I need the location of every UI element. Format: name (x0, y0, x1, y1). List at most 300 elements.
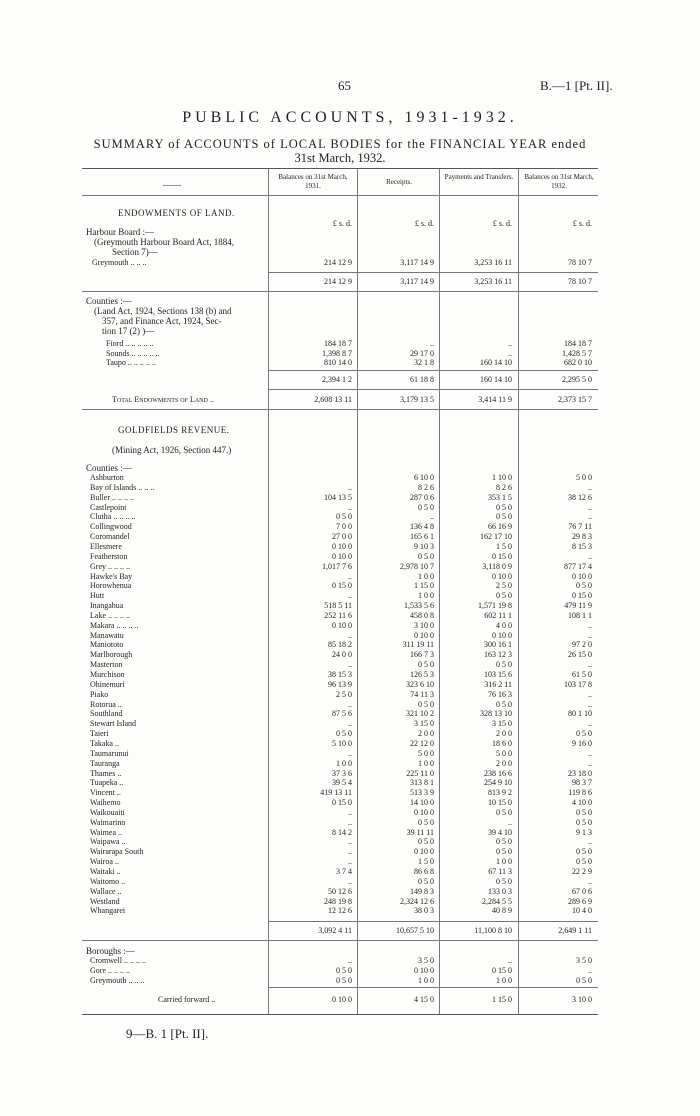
cell-c2: 6 10 0 (414, 473, 434, 482)
cell-c3: 162 17 10 (480, 532, 512, 542)
cell-c1: .. (348, 748, 352, 758)
grand-total-row (82, 395, 598, 404)
cell-c2: 32 1 8 (414, 358, 434, 367)
row-name: Featherston (90, 551, 128, 561)
subtitle-line-2: 31st March, 1932. (294, 151, 386, 165)
column-header-receipts: Receipts. (386, 178, 412, 186)
subtotal-row (82, 926, 598, 935)
document-reference: B.—1 [Pt. II]. (540, 78, 613, 93)
row-name: Westland (90, 896, 120, 906)
row-name: Grey .. .. .. .. (90, 561, 130, 571)
cell-c2: 513 3 9 (410, 788, 434, 798)
section-rule (82, 409, 598, 410)
cell-c2: 1 0 0 (418, 571, 434, 581)
table-row (82, 729, 598, 738)
row-name: Makara .. .. .. .. (90, 620, 139, 630)
row-name: Coromandel (90, 532, 130, 542)
row-name: Piako (90, 689, 109, 699)
cell-c3: 0 5 0 (496, 876, 512, 886)
cell-c1: 0 10 0 (332, 541, 352, 551)
row-name: Castlepoint (90, 502, 127, 512)
cell-c3: 1 5 0 (496, 541, 512, 551)
table-row (82, 631, 598, 640)
row-name: Takaka .. (90, 738, 119, 748)
cell-c4: 67 0 6 (572, 886, 592, 896)
row-name: Manawatu (90, 630, 124, 640)
cell-c1: 0 15 0 (332, 581, 352, 591)
cell-c3: 3,118 0 9 (482, 561, 512, 571)
cell-c2: 9 10 3 (414, 541, 434, 551)
cell-c3: 0 15 0 (492, 551, 512, 561)
cell-c1: .. (348, 660, 352, 670)
cell-c2: 61 18 8 (410, 375, 434, 384)
cell-c3: 0 5 0 (496, 512, 512, 522)
cell-c4: 4 10 0 (572, 798, 592, 808)
cell-c1: 0 5 0 (336, 512, 352, 522)
cell-c2: 38 0 3 (414, 906, 434, 916)
section-rule (82, 291, 598, 292)
table-row (82, 788, 598, 797)
cell-c1: 252 11 6 (324, 610, 352, 620)
cell-c3: 300 16 1 (484, 640, 512, 650)
cell-c3: 39 4 10 (488, 827, 512, 837)
cell-c2: 3,179 13 5 (400, 395, 434, 404)
cell-c3: 602 11 1 (484, 610, 512, 620)
cell-c3: 2 5 0 (496, 581, 512, 591)
carried-forward-row (82, 995, 598, 1004)
table-row (82, 837, 598, 846)
row-name: Waimea .. (90, 827, 123, 837)
cell-c1: .. (348, 807, 352, 817)
cell-c3: 1 0 0 (496, 976, 512, 985)
cell-c1: .. (348, 857, 352, 867)
cell-c1: 24 0 0 (332, 650, 352, 660)
cell-c3: 4 0 0 (496, 620, 512, 630)
cell-c2: 5 0 0 (418, 748, 434, 758)
table-row (82, 562, 598, 571)
cell-c1: 248 19 8 (324, 896, 352, 906)
cell-c1: 96 13 9 (328, 679, 352, 689)
table-row (82, 956, 598, 965)
table-row (82, 857, 598, 866)
cell-c2: 0 5 0 (418, 551, 434, 561)
cell-c1: 1,398 8 7 (322, 348, 352, 358)
row-name: Clutha .. .. .. .. (90, 512, 136, 522)
cell-c4: .. (588, 719, 592, 729)
cell-c4: .. (588, 966, 592, 975)
cell-c2: 3 10 0 (414, 620, 434, 630)
cell-c3: 0 15 0 (492, 966, 512, 975)
cell-c4: 78 10 7 (568, 277, 592, 286)
table-row (82, 493, 598, 502)
row-name: Bay of Islands .. .. .. (90, 482, 155, 492)
cell-c3: 160 14 10 (480, 358, 512, 367)
cell-c2: 313 8 1 (410, 778, 434, 788)
cell-c3: 2,284 5 5 (482, 896, 512, 906)
cell-c4: 0 5 0 (576, 976, 592, 985)
table-row (82, 769, 598, 778)
cell-c2: 323 6 10 (406, 679, 434, 689)
row-name: Total Endowments of Land .. (112, 395, 214, 404)
cell-c3: 0 5 0 (496, 847, 512, 857)
cell-c4: 23 18 0 (568, 768, 592, 778)
cell-c1: 0 15 0 (332, 798, 352, 808)
table-row (82, 976, 598, 985)
cell-c2: 321 10 2 (406, 709, 434, 719)
row-name: Taieri (90, 729, 109, 739)
column-header-blank: —— (163, 180, 181, 190)
cell-c3: 66 16 9 (488, 522, 512, 532)
cell-c4: .. (588, 699, 592, 709)
row-name: Greymouth .. .. .. (90, 976, 145, 985)
row-name: Sounds .. .. .. .. .. (106, 348, 160, 358)
cell-c2: 39 11 11 (406, 827, 434, 837)
table-row (82, 749, 598, 758)
table-row (82, 552, 598, 561)
row-name: Greymouth .. .. .. (92, 258, 147, 267)
table-row (82, 258, 598, 267)
cell-c1: 12 12 6 (328, 906, 352, 916)
cell-c4: 22 2 9 (572, 867, 592, 876)
units-row (82, 219, 598, 228)
cell-c4: .. (588, 748, 592, 758)
cell-c1: .. (348, 876, 352, 886)
cell-c1: .. (348, 630, 352, 640)
cell-c2: 0 5 0 (418, 837, 434, 847)
goldfields-counties-label: Counties :— (86, 463, 132, 473)
cell-c1: 518 5 11 (324, 601, 352, 611)
cell-c1: 3,092 4 11 (318, 926, 352, 935)
row-name: Ohinemuri (90, 679, 125, 689)
cell-c4: 2,649 1 11 (558, 926, 592, 935)
row-name: Waihemo (90, 798, 121, 808)
cell-c4: 3 10 0 (572, 995, 592, 1004)
cell-c2: 3,117 14 9 (400, 277, 434, 286)
cell-c4: 108 1 1 (568, 610, 592, 620)
cell-c4: .. (588, 837, 592, 847)
harbour-act-line2: Section 7)— (112, 247, 158, 257)
cell-c2: 8 2 6 (418, 482, 434, 492)
cell-c1: 27 0 0 (332, 532, 352, 542)
row-name: Wairarapa South (90, 847, 144, 857)
cell-c3: 2 0 0 (496, 729, 512, 739)
table-row (82, 867, 598, 876)
cell-c4: 479 11 9 (564, 601, 592, 611)
row-name: Collingwood (90, 522, 132, 532)
cell-c3: 0 5 0 (496, 699, 512, 709)
row-name: Waipawa .. (90, 837, 126, 847)
table-row (82, 522, 598, 531)
counties-act-line2: 357, and Finance Act, 1924, Sec- (102, 316, 222, 326)
goldfields-act: (Mining Act, 1926, Section 447.) (112, 445, 232, 455)
cell-c4: 103 17 8 (564, 679, 592, 689)
table-row (82, 680, 598, 689)
row-name: Carried forward .. (158, 995, 216, 1004)
cell-c4: 184 18 7 (564, 339, 592, 348)
page-number: 65 (338, 78, 351, 93)
cell-c3: 0 5 0 (496, 591, 512, 601)
cell-c4: .. (588, 620, 592, 630)
subtotal-row (82, 277, 598, 286)
subtotal-row (82, 375, 598, 384)
cell-c3: 10 15 0 (488, 798, 512, 808)
cell-c1: 0 5 0 (336, 966, 352, 975)
cell-c2: 1 0 0 (418, 591, 434, 601)
table-row (82, 847, 598, 856)
table-row (82, 581, 598, 590)
cell-c4: 38 12 6 (568, 492, 592, 502)
cell-c4: .. (588, 502, 592, 512)
cell-c4: .. (588, 512, 592, 522)
cell-c2: 4 15 0 (414, 995, 434, 1004)
cell-c1: 85 18 2 (328, 640, 352, 650)
cell-c1: 0 10 0 (332, 551, 352, 561)
cell-c3: 3,253 16 11 (474, 277, 512, 286)
cell-c2: 2,978 10 7 (400, 561, 434, 571)
cell-c1: 184 18 7 (324, 339, 352, 348)
cell-c4: 2,373 15 7 (558, 395, 592, 404)
cell-c4: .. (588, 876, 592, 886)
table-row (82, 897, 598, 906)
cell-c3: 0 5 0 (496, 502, 512, 512)
row-name: Southland (90, 709, 123, 719)
cell-c3: 353 1 5 (488, 492, 512, 502)
cell-c1: 104 13 5 (324, 492, 352, 502)
table-row (82, 798, 598, 807)
column-header-balances-1932: Balances on 31st March, 1932. (524, 173, 594, 190)
cell-c2: 1 15 0 (414, 581, 434, 591)
row-name: Gore .. .. .. .. (90, 966, 130, 975)
subtotal-rule (268, 272, 598, 273)
cell-c1: .. (348, 482, 352, 492)
table-row (82, 660, 598, 669)
row-name: Tuapeka .. (90, 778, 124, 788)
cell-c4: 0 5 0 (576, 857, 592, 867)
cell-c2: 0 10 0 (414, 807, 434, 817)
table-row (82, 503, 598, 512)
cell-c2: 0 10 0 (414, 630, 434, 640)
cell-c3: 0 10 0 (492, 571, 512, 581)
row-name: Hutt (90, 591, 105, 601)
cell-c2: 86 6 8 (414, 867, 434, 876)
cell-c3: 1,571 19 8 (478, 601, 512, 611)
cell-c1: 1 0 0 (336, 758, 352, 768)
cell-c1: .. (348, 502, 352, 512)
cell-c3: 316 2 11 (484, 679, 512, 689)
cell-c2: 458 0 8 (410, 610, 434, 620)
table-row (82, 621, 598, 630)
table-row (82, 512, 598, 521)
cell-c1: 2,394 1 2 (322, 375, 352, 384)
row-name: Waimarino (90, 817, 126, 827)
cell-c1: .. (348, 837, 352, 847)
cell-c3: 1 15 0 (492, 995, 512, 1004)
header-rule (82, 195, 598, 196)
cell-c2: 1 0 0 (418, 976, 434, 985)
row-name: Taumarunui (90, 748, 129, 758)
cell-c3: 238 16 6 (484, 768, 512, 778)
row-name: Maniototo (90, 640, 124, 650)
cell-c3: 0 5 0 (496, 807, 512, 817)
table-row (82, 877, 598, 886)
cell-c2: 29 17 0 (410, 348, 434, 358)
table-row (82, 759, 598, 768)
cell-c3: 8 2 6 (496, 482, 512, 492)
row-name: Thames .. (90, 768, 122, 778)
table-row (82, 700, 598, 709)
cell-c1: 7 0 0 (336, 522, 352, 532)
table-row (82, 808, 598, 817)
harbour-board-label: Harbour Board :— (86, 227, 154, 237)
cell-c1: 39 5 4 (332, 778, 352, 788)
cell-c2: 149 8 3 (410, 886, 434, 896)
cell-c3: 76 16 3 (488, 689, 512, 699)
cell-c4: 119 8 6 (568, 788, 592, 798)
accounts-table (82, 168, 598, 1015)
units-c2: £ s. d. (414, 219, 434, 228)
cell-c1: 3 7 4 (336, 867, 352, 876)
table-row (82, 778, 598, 787)
cell-c2: 0 10 0 (414, 966, 434, 975)
table-row (82, 719, 598, 728)
cell-c2: 1 5 0 (418, 857, 434, 867)
table-row (82, 640, 598, 649)
cell-c4: 2,295 5 0 (562, 375, 592, 384)
cell-c4: 10 4 0 (572, 906, 592, 916)
cell-c1: 8 14 2 (332, 827, 352, 837)
table-row (82, 572, 598, 581)
cell-c2: 3,117 14 9 (400, 258, 434, 267)
row-name: Inangahua (90, 601, 124, 611)
cell-c3: 11,100 8 10 (474, 926, 512, 935)
section-heading-endowments: ENDOWMENTS OF LAND. (118, 208, 235, 218)
cell-c1: 0 5 0 (336, 976, 352, 985)
cell-c3: 133 0 3 (488, 886, 512, 896)
cell-c3: 1 0 0 (496, 857, 512, 867)
cell-c3: 103 15 6 (484, 670, 512, 679)
cell-c2: 3 15 0 (414, 719, 434, 729)
row-name: Waitaki .. (90, 867, 121, 876)
cell-c1: 2,608 13 11 (314, 395, 352, 404)
cell-c4: 0 5 0 (576, 729, 592, 739)
cell-c2: 3 5 0 (418, 956, 434, 965)
harbour-act-line1: (Greymouth Harbour Board Act, 1884, (94, 237, 234, 247)
row-name: Tauranga (90, 758, 120, 768)
cell-c1: 0 5 0 (336, 729, 352, 739)
cell-c2: 2,324 12 6 (400, 896, 434, 906)
cell-c4: 0 5 0 (576, 847, 592, 857)
cell-c4: .. (588, 630, 592, 640)
cell-c2: 74 11 3 (410, 689, 434, 699)
cell-c1: 1,017 7 6 (322, 561, 352, 571)
cell-c4: 9 16 0 (572, 738, 592, 748)
row-name: Waitomo .. (90, 876, 126, 886)
cell-c2: .. (430, 512, 434, 522)
row-name: Hawke's Bay (90, 571, 133, 581)
cell-c3: 3,414 11 9 (478, 395, 512, 404)
cell-c2: 22 12 0 (410, 738, 434, 748)
cell-c4: .. (588, 660, 592, 670)
table-row (82, 611, 598, 620)
cell-c3: 67 11 3 (488, 867, 512, 876)
cell-c4: 0 15 0 (572, 591, 592, 601)
cell-c3: 813 9 2 (488, 788, 512, 798)
cell-c2: 0 5 0 (418, 660, 434, 670)
cell-c1: 419 13 11 (320, 788, 352, 798)
cell-c4: 289 6 9 (568, 896, 592, 906)
table-row (82, 887, 598, 896)
cell-c2: 0 5 0 (418, 502, 434, 512)
cell-c1: 2 5 0 (336, 689, 352, 699)
cell-c1: 37 3 6 (332, 768, 352, 778)
cell-c1: .. (348, 847, 352, 857)
row-name: Fiord .. .. .. .. .. (106, 339, 154, 348)
table-row (82, 358, 598, 367)
cell-c1: .. (348, 719, 352, 729)
section-heading-goldfields: GOLDFIELDS REVENUE. (118, 425, 230, 435)
cell-c3: .. (508, 348, 512, 358)
table-row (82, 828, 598, 837)
counties-act-line3: tion 17 (2) )— (102, 326, 155, 336)
cell-c3: 0 5 0 (496, 837, 512, 847)
table-row (82, 532, 598, 541)
cell-c1: .. (348, 591, 352, 601)
cell-c4: 0 5 0 (576, 581, 592, 591)
table-row (82, 690, 598, 699)
cell-c4: 0 10 0 (572, 571, 592, 581)
cell-c1: 5 10 0 (332, 738, 352, 748)
subtitle-line-1: SUMMARY of ACCOUNTS of LOCAL BODIES for the FINANCIAL YEAR ended (93, 137, 587, 151)
table-row (82, 906, 598, 915)
row-name: Vincent .. (90, 788, 121, 798)
cell-c4: 0 5 0 (576, 817, 592, 827)
cell-c4: 76 7 11 (568, 522, 592, 532)
cell-c4: 8 15 3 (572, 541, 592, 551)
cell-c1: 214 12 9 (324, 277, 352, 286)
cell-c3: .. (508, 956, 512, 965)
cell-c3: 3,253 16 11 (474, 258, 512, 267)
row-name: Wairoa .. (90, 857, 119, 867)
row-name: Taupo .. .. .. .. .. (106, 358, 156, 367)
row-name: Murchison (90, 670, 125, 679)
row-name: Cromwell .. .. .. .. (90, 956, 146, 965)
cell-c2: 1,533 5 6 (404, 601, 434, 611)
cell-c4: 5 0 0 (576, 473, 592, 482)
row-name: Buller .. .. .. .. (90, 492, 134, 502)
cell-c4: 1,428 5 7 (562, 348, 592, 358)
table-row (82, 339, 598, 348)
row-name: Ashburton (90, 473, 124, 482)
counties-label: Counties :— (86, 296, 132, 306)
cell-c3: 163 12 3 (484, 650, 512, 660)
cell-c4: 80 1 10 (568, 709, 592, 719)
cell-c2: 0 5 0 (418, 876, 434, 886)
row-name: Horowhenua (90, 581, 132, 591)
cell-c4: 682 0 10 (564, 358, 592, 367)
cell-c3: .. (508, 339, 512, 348)
cell-c2: 126 5 3 (410, 670, 434, 679)
cell-c2: 10,657 5 10 (396, 926, 434, 935)
page-footer: 9—B. 1 [Pt. II]. (126, 1026, 209, 1041)
table-row (82, 542, 598, 551)
cell-c2: 14 10 0 (410, 798, 434, 808)
subtotal-rule (268, 370, 598, 371)
row-name: Stewart Island (90, 719, 136, 729)
cell-c3: 5 0 0 (496, 748, 512, 758)
cell-c1: .. (348, 817, 352, 827)
table-row (82, 670, 598, 679)
cell-c4: 78 10 7 (568, 258, 592, 267)
